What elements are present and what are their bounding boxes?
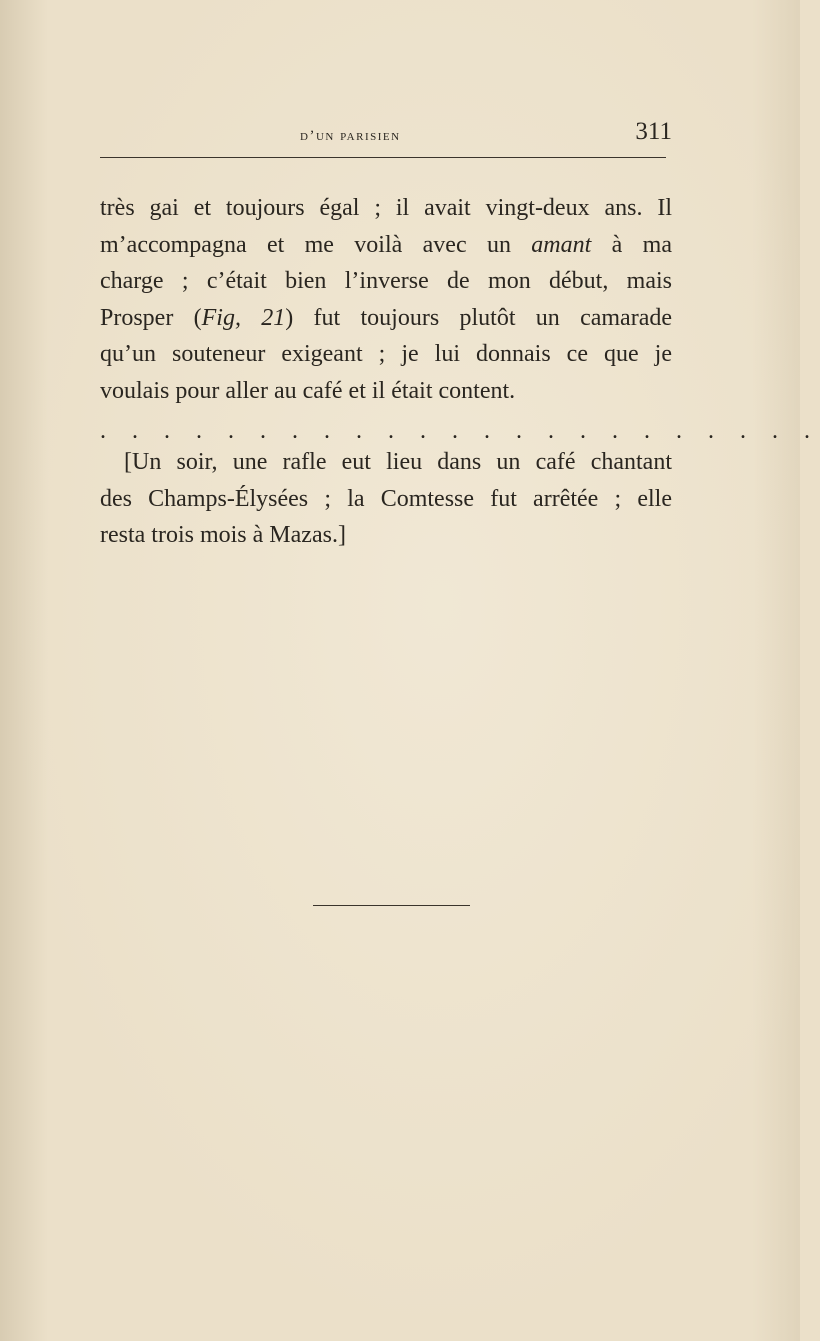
text-line: voulais pour aller au café et il était content. — [100, 377, 516, 404]
text-span: Prosper ( — [100, 304, 202, 331]
italic-word: amant — [531, 231, 592, 258]
figure-reference: Fig, 21 — [201, 304, 286, 331]
text-span: m’accompagna et me voilà avec un — [100, 231, 532, 258]
paragraph-2 — [100, 444, 672, 554]
text-line: très gai et toujours égal ; il avait vingt-deux ans. Il — [100, 195, 672, 221]
text-line: des Champs-Élysées ; la Comtesse fut arrêtée ; elle — [100, 485, 672, 512]
text-line — [100, 227, 672, 264]
text-span: à ma — [591, 231, 672, 258]
text-span: ) fut toujours plutôt un camarade — [285, 304, 673, 331]
running-title: d’un parisien — [300, 128, 401, 144]
running-head — [100, 118, 672, 150]
text-line: qu’un souteneur exigeant ; je lui donnais ce que je — [100, 341, 672, 367]
header-rule — [100, 157, 666, 158]
text-line: charge ; c’était bien l’inverse de mon début, mais — [100, 268, 672, 294]
text-line: [Un soir, une rafle eut lieu dans un café chantant — [124, 449, 672, 475]
text-line: resta trois mois à Mazas.] — [100, 522, 346, 548]
text-line — [100, 300, 672, 337]
paragraph-1 — [100, 190, 672, 409]
page-number: 311 — [635, 118, 672, 145]
separator-dots: . . . . . . . . . . . . . . . . . . . . . . . — [100, 418, 820, 444]
end-rule — [313, 905, 470, 906]
